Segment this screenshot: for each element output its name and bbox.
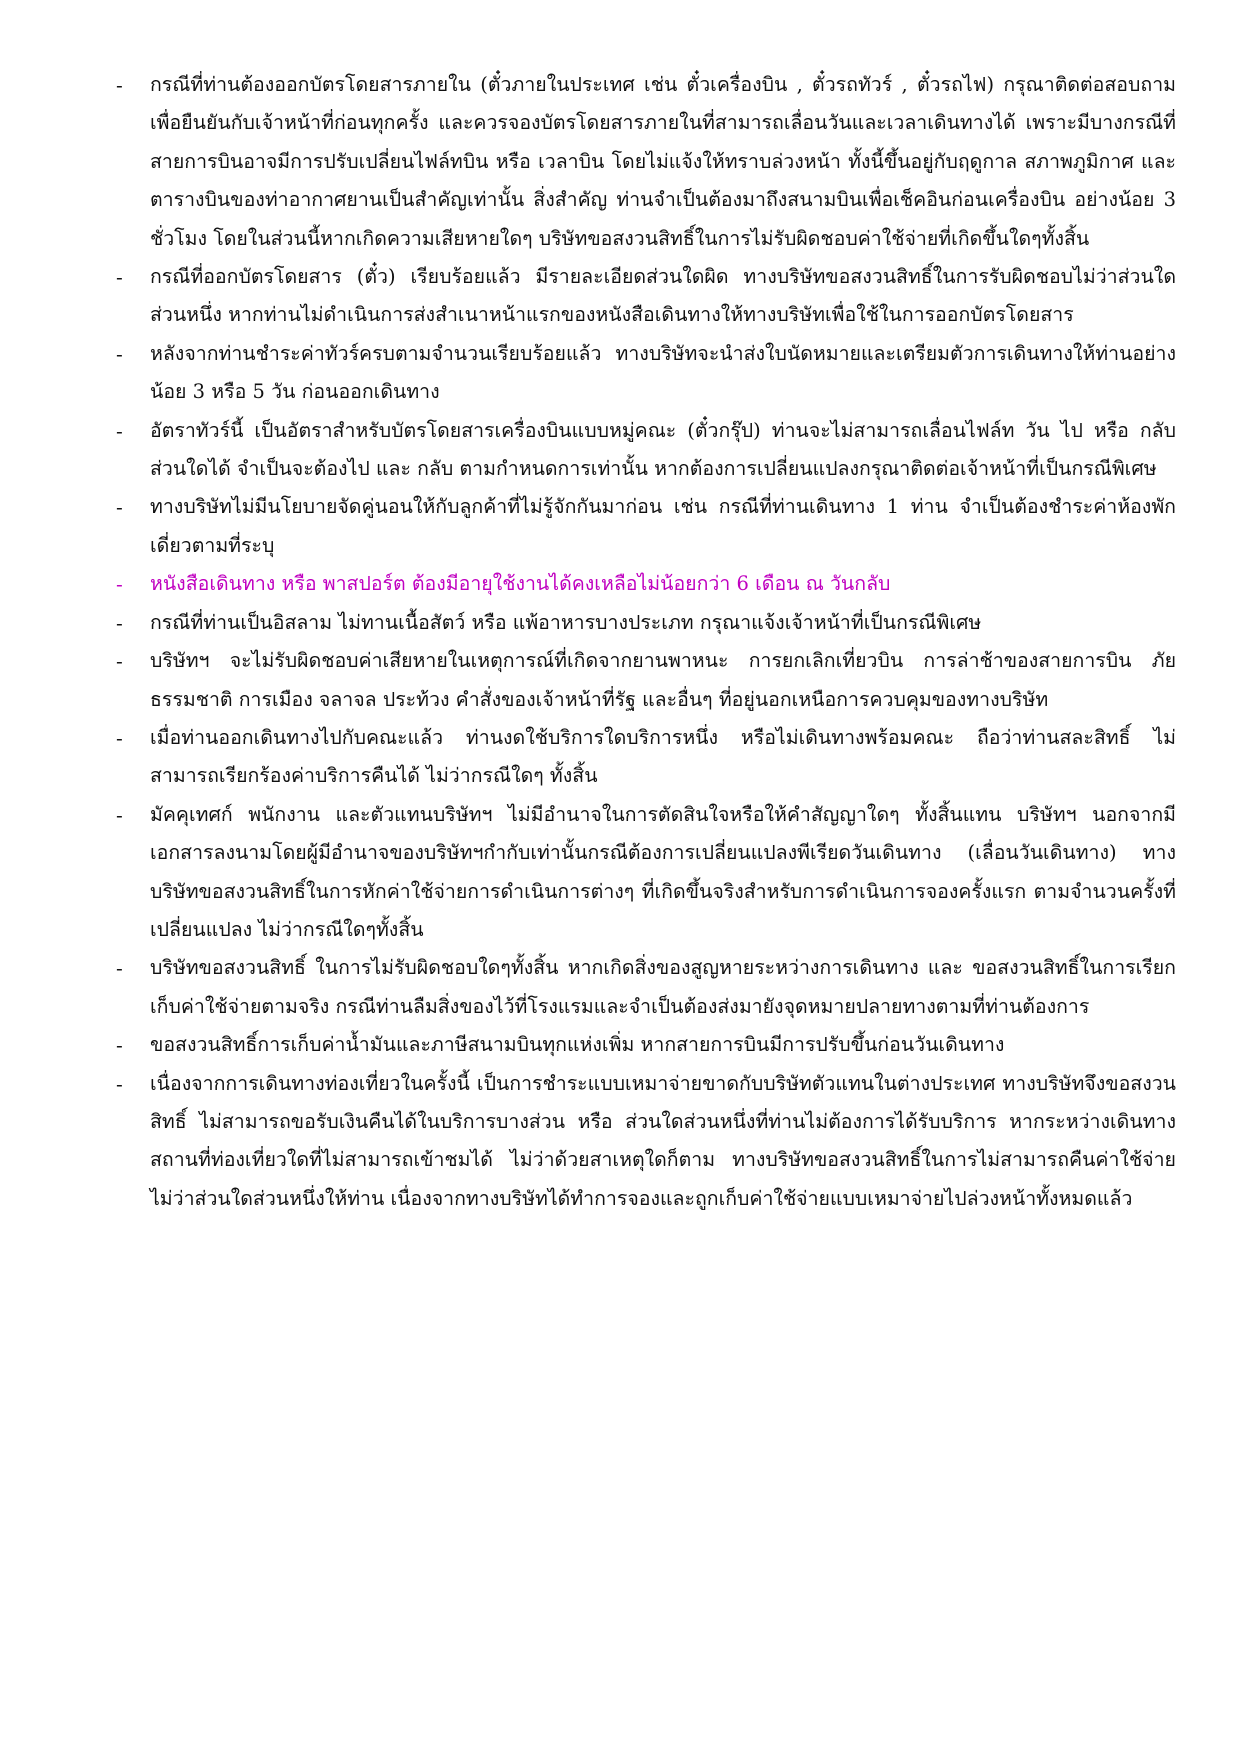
- term-item: [116, 719, 1176, 796]
- term-text: กรณีที่ออกบัตรโดยสาร (ตั๋ว) เรียบร้อยแล้ว มีรายละเอียดส่วนใดผิด ทางบริษัทขอสงวนสิทธิ์ในการรับผิดชอบไม่ว่าส่วนใดส่วนหนึ่ง หากท่านไม่ดำเนินการส่งสำเนาหน้าแรกของหนังสือเดินทางให้ทางบริษัทเพื่อใช้ในการออกบัตรโดยสาร: [150, 265, 1176, 327]
- term-item: [116, 335, 1176, 412]
- term-text: ขอสงวนสิทธิ์การเก็บค่าน้ำมันและภาษีสนามบินทุกแห่งเพิ่ม หากสายการบินมีการปรับขึ้นก่อนวันเดินทาง: [150, 1033, 1005, 1057]
- bullet-dash: -: [116, 265, 123, 290]
- term-text: กรณีที่ท่านเป็นอิสลาม ไม่ทานเนื้อสัตว์ หรือ แพ้อาหารบางประเภท กรุณาแจ้งเจ้าหน้าที่เป็นกรณีพิเศษ: [150, 610, 982, 634]
- bullet-dash: -: [116, 572, 123, 597]
- term-item: [116, 1065, 1176, 1219]
- term-text: กรณีที่ท่านต้องออกบัตรโดยสารภายใน (ตั๋วภายในประเทศ เช่น ตั๋วเครื่องบิน , ตั๋วรถทัวร์ , ตั๋วรถไฟ) กรุณาติดต่อสอบถามเพื่อยืนยันกับเจ้าหน้าที่ก่อนทุกครั้ง และควรจองบัตรโดยสารภายในที่สามารถเลื่อนวันและเวลาเดินทางได้ เพราะมีบางกรณีที่สายการบินอาจมีการปรับเปลี่ยนไฟล์ทบิน หรือ เวลาบิน โดยไม่แจ้งให้ทราบล่วงหน้า ทั้งนี้ขึ้นอยู่กับฤดูกาล สภาพภูมิกาศ และ ตารางบินของท่าอากาศยานเป็นสำคัญเท่านั้น สิ่งสำคัญ ท่านจำเป็นต้องมาถึงสนามบินเพื่อเช็คอินก่อนเครื่องบิน อย่างน้อย 3 ชั่วโมง โดยในส่วนนี้หากเกิดความเสียหายใดๆ บริษัทขอสงวนสิทธิ์ในการไม่รับผิดชอบค่าใช้จ่ายที่เกิดขึ้นใดๆทั้งสิ้น: [150, 73, 1176, 250]
- term-item: [116, 949, 1176, 1026]
- term-item: [116, 488, 1176, 565]
- term-item: [116, 66, 1176, 258]
- term-text: หนังสือเดินทาง หรือ พาสปอร์ต ต้องมีอายุใช้งานได้คงเหลือไม่น้อยกว่า 6 เดือน ณ วันกลับ: [150, 572, 891, 596]
- bullet-dash: -: [116, 610, 123, 635]
- bullet-dash: -: [116, 73, 123, 97]
- bullet-dash: -: [116, 956, 123, 981]
- bullet-dash: -: [116, 418, 123, 443]
- term-text: อัตราทัวร์นี้ เป็นอัตราสำหรับบัตรโดยสารเครื่องบินแบบหมู่คณะ (ตั๋วกรุ๊ป) ท่านจะไม่สามารถเลื่อนไฟล์ท วัน ไป หรือ กลับส่วนใดได้ จำเป็นจะต้องไป และ กลับ ตามกำหนดการเท่านั้น หากต้องการเปลี่ยนแปลงกรุณาติดต่อเจ้าหน้าที่เป็นกรณีพิเศษ: [150, 418, 1176, 481]
- term-item: [116, 796, 1176, 950]
- term-text: ทางบริษัทไม่มีนโยบายจัดคู่นอนให้กับลูกค้าที่ไม่รู้จักกันมาก่อน เช่น กรณีที่ท่านเดินทาง 1 ท่าน จำเป็นต้องชำระค่าห้องพักเดี่ยวตามที่ระบุ: [150, 495, 1176, 557]
- bullet-dash: -: [116, 495, 123, 520]
- term-text: เมื่อท่านออกเดินทางไปกับคณะแล้ว ท่านงดใช้บริการใดบริการหนึ่ง หรือไม่เดินทางพร้อมคณะ ถือว่าท่านสละสิทธิ์ ไม่สามารถเรียกร้องค่าบริการคืนได้ ไม่ว่ากรณีใดๆ ทั้งสิ้น: [150, 725, 1176, 788]
- term-item-passport-highlight: [116, 565, 1176, 603]
- bullet-dash: -: [116, 1071, 123, 1096]
- term-text: เนื่องจากการเดินทางท่องเที่ยวในครั้งนี้ เป็นการชำระแบบเหมาจ่ายขาดกับบริษัทตัวแทนในต่างประเทศ ทางบริษัทจึงขอสงวนสิทธิ์ ไม่สามารถขอรับเงินคืนได้ในบริการบางส่วน หรือ ส่วนใดส่วนหนึ่งที่ท่านไม่ต้องการได้รับบริการ หากระหว่างเดินทาง สถานที่ท่องเที่ยวใดที่ไม่สามารถเข้าชมได้ ไม่ว่าด้วยสาเหตุใดก็ตาม ทางบริษัทขอสงวนสิทธิ์ในการไม่สามารถคืนค่าใช้จ่ายไม่ว่าส่วนใดส่วนหนึ่งให้ท่าน เนื่องจากทางบริษัทได้ทำการจองและถูกเก็บค่าใช้จ่ายแบบเหมาจ่ายไปล่วงหน้าทั้งหมดแล้ว: [150, 1071, 1176, 1210]
- bullet-dash: -: [116, 649, 123, 674]
- term-text: หลังจากท่านชำระค่าทัวร์ครบตามจำนวนเรียบร้อยแล้ว ทางบริษัทจะนำส่งใบนัดหมายและเตรียมตัวการเดินทางให้ท่านอย่างน้อย 3 หรือ 5 วัน ก่อนออกเดินทาง: [150, 341, 1176, 404]
- term-text: มัคคุเทศก์ พนักงาน และตัวแทนบริษัทฯ ไม่มีอำนาจในการตัดสินใจหรือให้คำสัญญาใดๆ ทั้งสิ้นแทน บริษัทฯ นอกจากมีเอกสารลงนามโดยผู้มีอำนาจของบริษัทฯกำกับเท่านั้นกรณีต้องการเปลี่ยนแปลงพีเรียดวันเดินทาง (เลื่อนวันเดินทาง) ทางบริษัทขอสงวนสิทธิ์ในการหักค่าใช้จ่ายการดำเนินการต่างๆ ที่เกิดขึ้นจริงสำหรับการดำเนินการจองครั้งแรก ตามจำนวนครั้งที่เปลี่ยนแปลง ไม่ว่ากรณีใดๆทั้งสิ้น: [150, 802, 1176, 941]
- terms-conditions-list: [116, 66, 1176, 1218]
- bullet-dash: -: [116, 1033, 123, 1058]
- term-item: [116, 412, 1176, 489]
- term-item: [116, 258, 1176, 335]
- term-item: [116, 642, 1176, 719]
- term-text: บริษัทฯ จะไม่รับผิดชอบค่าเสียหายในเหตุการณ์ที่เกิดจากยานพาหนะ การยกเลิกเที่ยวบิน การล่าช้าของสายการบิน ภัยธรรมชาติ การเมือง จลาจล ประท้วง คำสั่งของเจ้าหน้าที่รัฐ และอื่นๆ ที่อยู่นอกเหนือการควบคุมของทางบริษัท: [150, 649, 1176, 711]
- bullet-dash: -: [116, 802, 123, 827]
- term-item: [116, 604, 1176, 642]
- term-text: บริษัทขอสงวนสิทธิ์ ในการไม่รับผิดชอบใดๆทั้งสิ้น หากเกิดสิ่งของสูญหายระหว่างการเดินทาง และ ขอสงวนสิทธิ์ในการเรียกเก็บค่าใช้จ่ายตามจริง กรณีท่านลืมสิ่งของไว้ที่โรงแรมและจำเป็นต้องส่งมายังจุดหมายปลายทางตามที่ท่านต้องการ: [150, 956, 1176, 1018]
- bullet-dash: -: [116, 725, 123, 750]
- term-item: [116, 1026, 1176, 1064]
- bullet-dash: -: [116, 341, 123, 366]
